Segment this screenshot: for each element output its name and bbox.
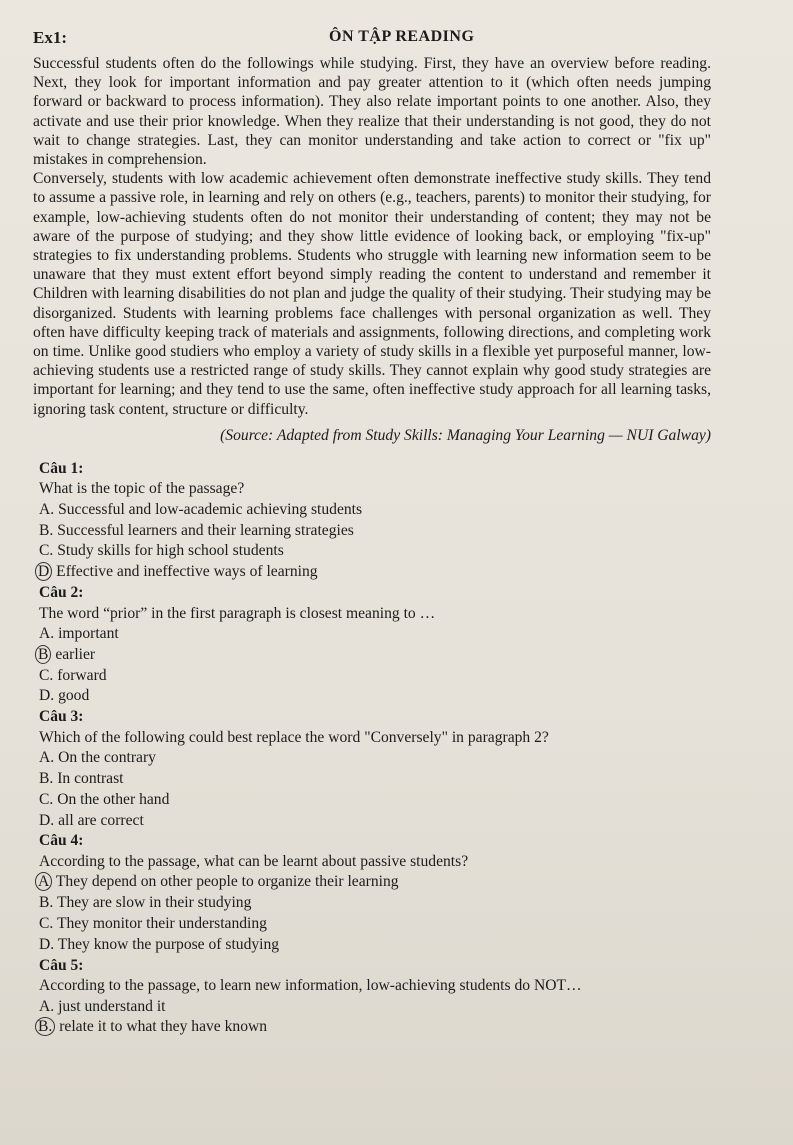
- option-d[interactable]: D. They know the purpose of studying: [39, 935, 280, 953]
- question-2: [33, 583, 711, 707]
- option-c[interactable]: C. forward: [39, 666, 107, 684]
- question-label: Câu 3:: [39, 708, 84, 726]
- option-c[interactable]: C. On the other hand: [39, 790, 170, 808]
- question-text: Which of the following could best replace the word "Conversely" in paragraph 2?: [39, 728, 549, 746]
- question-label: Câu 4:: [39, 832, 84, 850]
- question-label: Câu 5:: [39, 956, 84, 974]
- option-c[interactable]: C. Study skills for high school students: [39, 542, 284, 560]
- question-3: [33, 707, 711, 831]
- question-4: [33, 831, 711, 955]
- option-b-selected[interactable]: B. relate it to what they have known: [39, 1017, 711, 1038]
- exercise-label: Ex1:: [33, 28, 67, 47]
- passage-paragraph-2: Conversely, students with low academic achievement often demonstrate ineffective study skills. They tend to assume a passive role, in learning and rely on others (e.g., teachers, parents) to monitor their studying, for example, low-achieving students often do not monitor their understanding of content; they may not be aware of the purpose of studying; and they show little evidence of looking back, or employing "fix-up" strategies to fix understanding problems. Students who struggle with learning new information seem to be unaware that they must extent effort beyond simply reading the content to understand and remember it Children with learning disabilities do not plan and judge the quality of their studying. Their studying may be disorganized. Students with learning problems face challenges with personal organization as well. They often have difficulty keeping track of materials and assignments, following directions, and completing work on time. Unlike good studiers who employ a variety of study skills in a flexible yet purposeful manner, low-achieving students use a restricted range of study skills. They cannot explain why good study strategies are important for learning; and they tend to use the same, often ineffective study approach for all learning tasks, ignoring task content, structure or difficulty.: [33, 170, 711, 418]
- option-a[interactable]: A. just understand it: [39, 997, 166, 1015]
- circled-answer-mark: D: [35, 562, 52, 581]
- option-b[interactable]: B. In contrast: [39, 770, 124, 788]
- header: [33, 26, 711, 54]
- option-a[interactable]: A. On the contrary: [39, 749, 156, 767]
- option-b[interactable]: B. They are slow in their studying: [39, 894, 252, 912]
- option-d-selected[interactable]: D Effective and ineffective ways of learning: [39, 562, 711, 583]
- question-5: [33, 956, 711, 1039]
- option-b[interactable]: B. Successful learners and their learning strategies: [39, 521, 354, 539]
- question-text: The word “prior” in the first paragraph is closest meaning to …: [39, 604, 436, 622]
- question-label: Câu 1:: [39, 459, 84, 477]
- question-text: According to the passage, to learn new information, low-achieving students do NOT…: [39, 977, 582, 995]
- question-text: According to the passage, what can be learnt about passive students?: [39, 852, 469, 870]
- option-a-selected[interactable]: A They depend on other people to organize their learning: [39, 872, 711, 893]
- question-text: What is the topic of the passage?: [39, 480, 245, 498]
- passage-source: (Source: Adapted from Study Skills: Managing Your Learning — NUI Galway): [220, 426, 711, 444]
- circled-answer-mark: A: [35, 872, 52, 891]
- question-1: [33, 459, 711, 583]
- option-a[interactable]: A. Successful and low-academic achieving students: [39, 500, 363, 518]
- option-d[interactable]: D. good: [39, 687, 90, 705]
- reading-passage: [33, 54, 711, 419]
- question-label: Câu 2:: [39, 584, 84, 602]
- option-a[interactable]: A. important: [39, 625, 119, 643]
- page-title: ÔN TẬP READING: [329, 28, 475, 45]
- option-c[interactable]: C. They monitor their understanding: [39, 915, 267, 933]
- option-d[interactable]: D. all are correct: [39, 811, 144, 829]
- circled-answer-mark: B: [35, 645, 51, 664]
- passage-paragraph-1: Successful students often do the followings while studying. First, they have an overview before reading. Next, they look for important information and pay greater attention to it (which often needs jumping forward or backward to process information). They also relate important points to one another. Also, they activate and use their prior knowledge. When they realize that their understanding is not good, they do not wait to change strategies. Last, they can monitor understanding and take action to correct or "fix up" mistakes in comprehension.: [33, 55, 711, 169]
- circled-answer-mark: B.: [35, 1017, 55, 1036]
- option-b-selected[interactable]: B earlier: [39, 645, 711, 666]
